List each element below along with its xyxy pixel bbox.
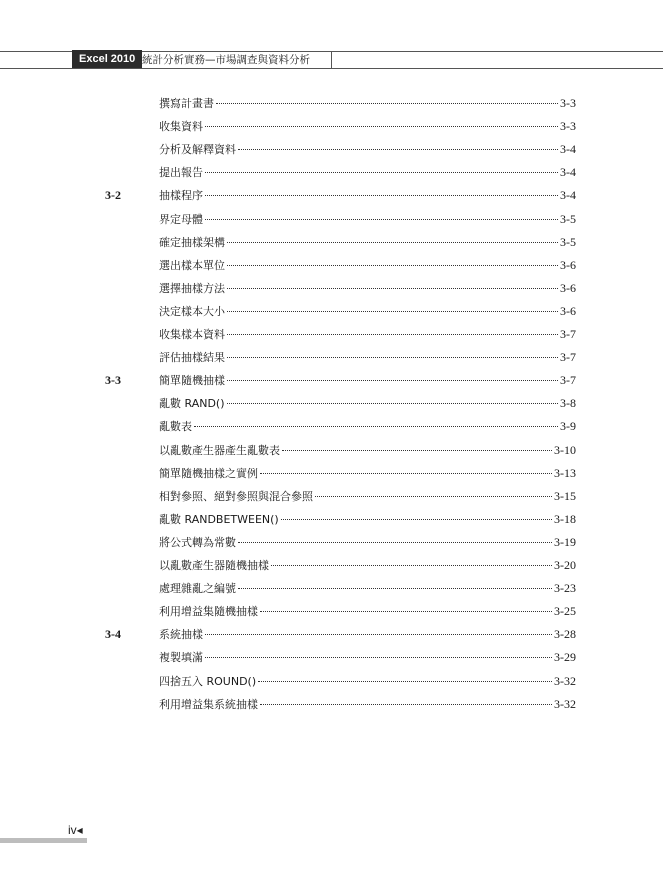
toc-entry-row [159,534,576,556]
dot-leader [205,219,558,220]
entry-label: 確定抽樣架構 [159,235,225,249]
footer-bar [0,838,87,843]
toc-entry-row [159,95,576,117]
entry-page: 3-23 [554,581,576,596]
toc-entry-row [159,696,576,718]
toc-entry-row [159,141,576,163]
entry-label: 抽樣程序 [159,189,203,203]
toc-section-row [105,187,576,209]
dot-leader [281,519,552,520]
dot-leader [260,611,552,612]
toc-entry-row [159,465,576,487]
entry-page: 3-25 [554,604,576,619]
toc-entry-row [159,418,576,440]
entry-label: 評估抽樣結果 [159,351,225,365]
entry-label: 選出樣本單位 [159,258,225,272]
entry-page: 3-32 [554,696,576,711]
book-title: 統計分析實務—市場調查與資料分析 [142,54,310,66]
entry-label: 簡單隨機抽樣之實例 [159,466,258,480]
header-divider [331,51,332,69]
toc-entry-row [159,488,576,510]
entry-label: 將公式轉為常數 [159,535,236,549]
toc-entry-row [159,557,576,579]
entry-label: 決定樣本大小 [159,304,225,318]
entry-label: 複製填滿 [159,651,203,665]
section-number: 3-2 [105,188,121,203]
dot-leader [271,565,552,566]
entry-label: 收集資料 [159,120,203,134]
entry-page: 3-7 [560,373,576,388]
entry-page: 3-3 [560,96,576,110]
entry-page: 3-32 [554,673,576,688]
dot-leader [227,265,558,266]
excel-badge: Excel 2010 [72,50,142,68]
dot-leader [227,357,558,358]
entry-label: 界定母體 [159,212,203,226]
entry-page: 3-15 [554,488,576,503]
entry-label: 利用增益集系統抽樣 [159,697,258,711]
dot-leader [205,657,552,658]
entry-label: 亂數 RANDBETWEEN() [159,512,279,526]
entry-page: 3-6 [560,257,576,272]
toc-entry-row [159,303,576,325]
entry-label: 提出報告 [159,166,203,180]
entry-label: 亂數表 [159,420,192,434]
entry-page: 3-4 [560,165,576,180]
entry-page: 3-3 [560,119,576,134]
toc-entry-row [159,395,576,417]
entry-page: 3-5 [560,234,576,249]
entry-label: 亂數 RAND() [159,397,225,411]
dot-leader [282,450,552,451]
entry-label: 以亂數產生器隨機抽樣 [159,559,269,572]
dot-leader [238,542,552,543]
dot-leader [315,496,552,497]
entry-page: 3-10 [554,442,576,457]
dot-leader [227,242,558,243]
toc-entry-row [159,442,576,464]
toc-entry-row [159,511,576,533]
entry-page: 3-6 [560,280,576,295]
entry-label: 利用增益集隨機抽樣 [159,605,258,619]
toc-entry-row [159,234,576,256]
toc-entry-row [159,326,576,348]
entry-page: 3-7 [560,327,576,341]
dot-leader [205,172,558,173]
entry-page: 3-5 [560,211,576,226]
dot-leader [258,681,552,682]
entry-page: 3-9 [560,419,576,434]
toc-entry-row [159,257,576,279]
dot-leader [205,634,552,635]
dot-leader [227,380,558,381]
toc-entry-row [159,580,576,602]
dot-leader [260,473,552,474]
toc-entry-row [159,649,576,671]
entry-label: 系統抽樣 [159,628,203,642]
entry-page: 3-4 [560,142,576,157]
dot-leader [227,334,558,335]
dot-leader [260,704,552,705]
toc-entry-row [159,280,576,302]
entry-label: 四捨五入 ROUND() [159,674,257,688]
entry-label: 相對參照、絕對參照與混合參照 [159,489,313,503]
entry-page: 3-29 [554,650,576,665]
toc-entry-row [159,211,576,233]
entry-page: 3-28 [554,627,576,642]
entry-label: 以亂數產生器產生亂數表 [159,443,280,457]
dot-leader [238,588,552,589]
dot-leader [205,126,558,127]
entry-page: 3-20 [554,558,576,572]
entry-label: 簡單隨機抽樣 [159,374,225,388]
section-number: 3-4 [105,627,121,642]
toc-section-row [105,372,576,394]
entry-page: 3-7 [560,350,576,365]
entry-page: 3-19 [554,534,576,549]
entry-page: 3-4 [560,188,576,203]
entry-label: 分析及解釋資料 [159,143,236,157]
dot-leader [216,103,558,104]
toc-section-row [105,626,576,648]
dot-leader [194,426,558,427]
entry-label: 處理雜亂之編號 [159,582,236,596]
page-number: iv◂ [68,823,83,837]
dot-leader [227,311,558,312]
entry-page: 3-18 [554,511,576,526]
entry-label: 收集樣本資料 [159,328,225,341]
toc-entry-row [159,603,576,625]
entry-label: 選擇抽樣方法 [159,281,225,295]
entry-page: 3-6 [560,303,576,318]
toc-entry-row [159,673,576,695]
dot-leader [238,149,558,150]
left-arrow-icon: ◂ [76,823,83,837]
dot-leader [227,403,558,404]
section-number: 3-3 [105,373,121,388]
entry-page: 3-13 [554,465,576,480]
dot-leader [227,288,558,289]
entry-label: 撰寫計畫書 [159,97,214,110]
toc-entry-row [159,118,576,140]
entry-page: 3-8 [560,396,576,411]
dot-leader [205,195,558,196]
toc-entry-row [159,349,576,371]
toc-entry-row [159,164,576,186]
